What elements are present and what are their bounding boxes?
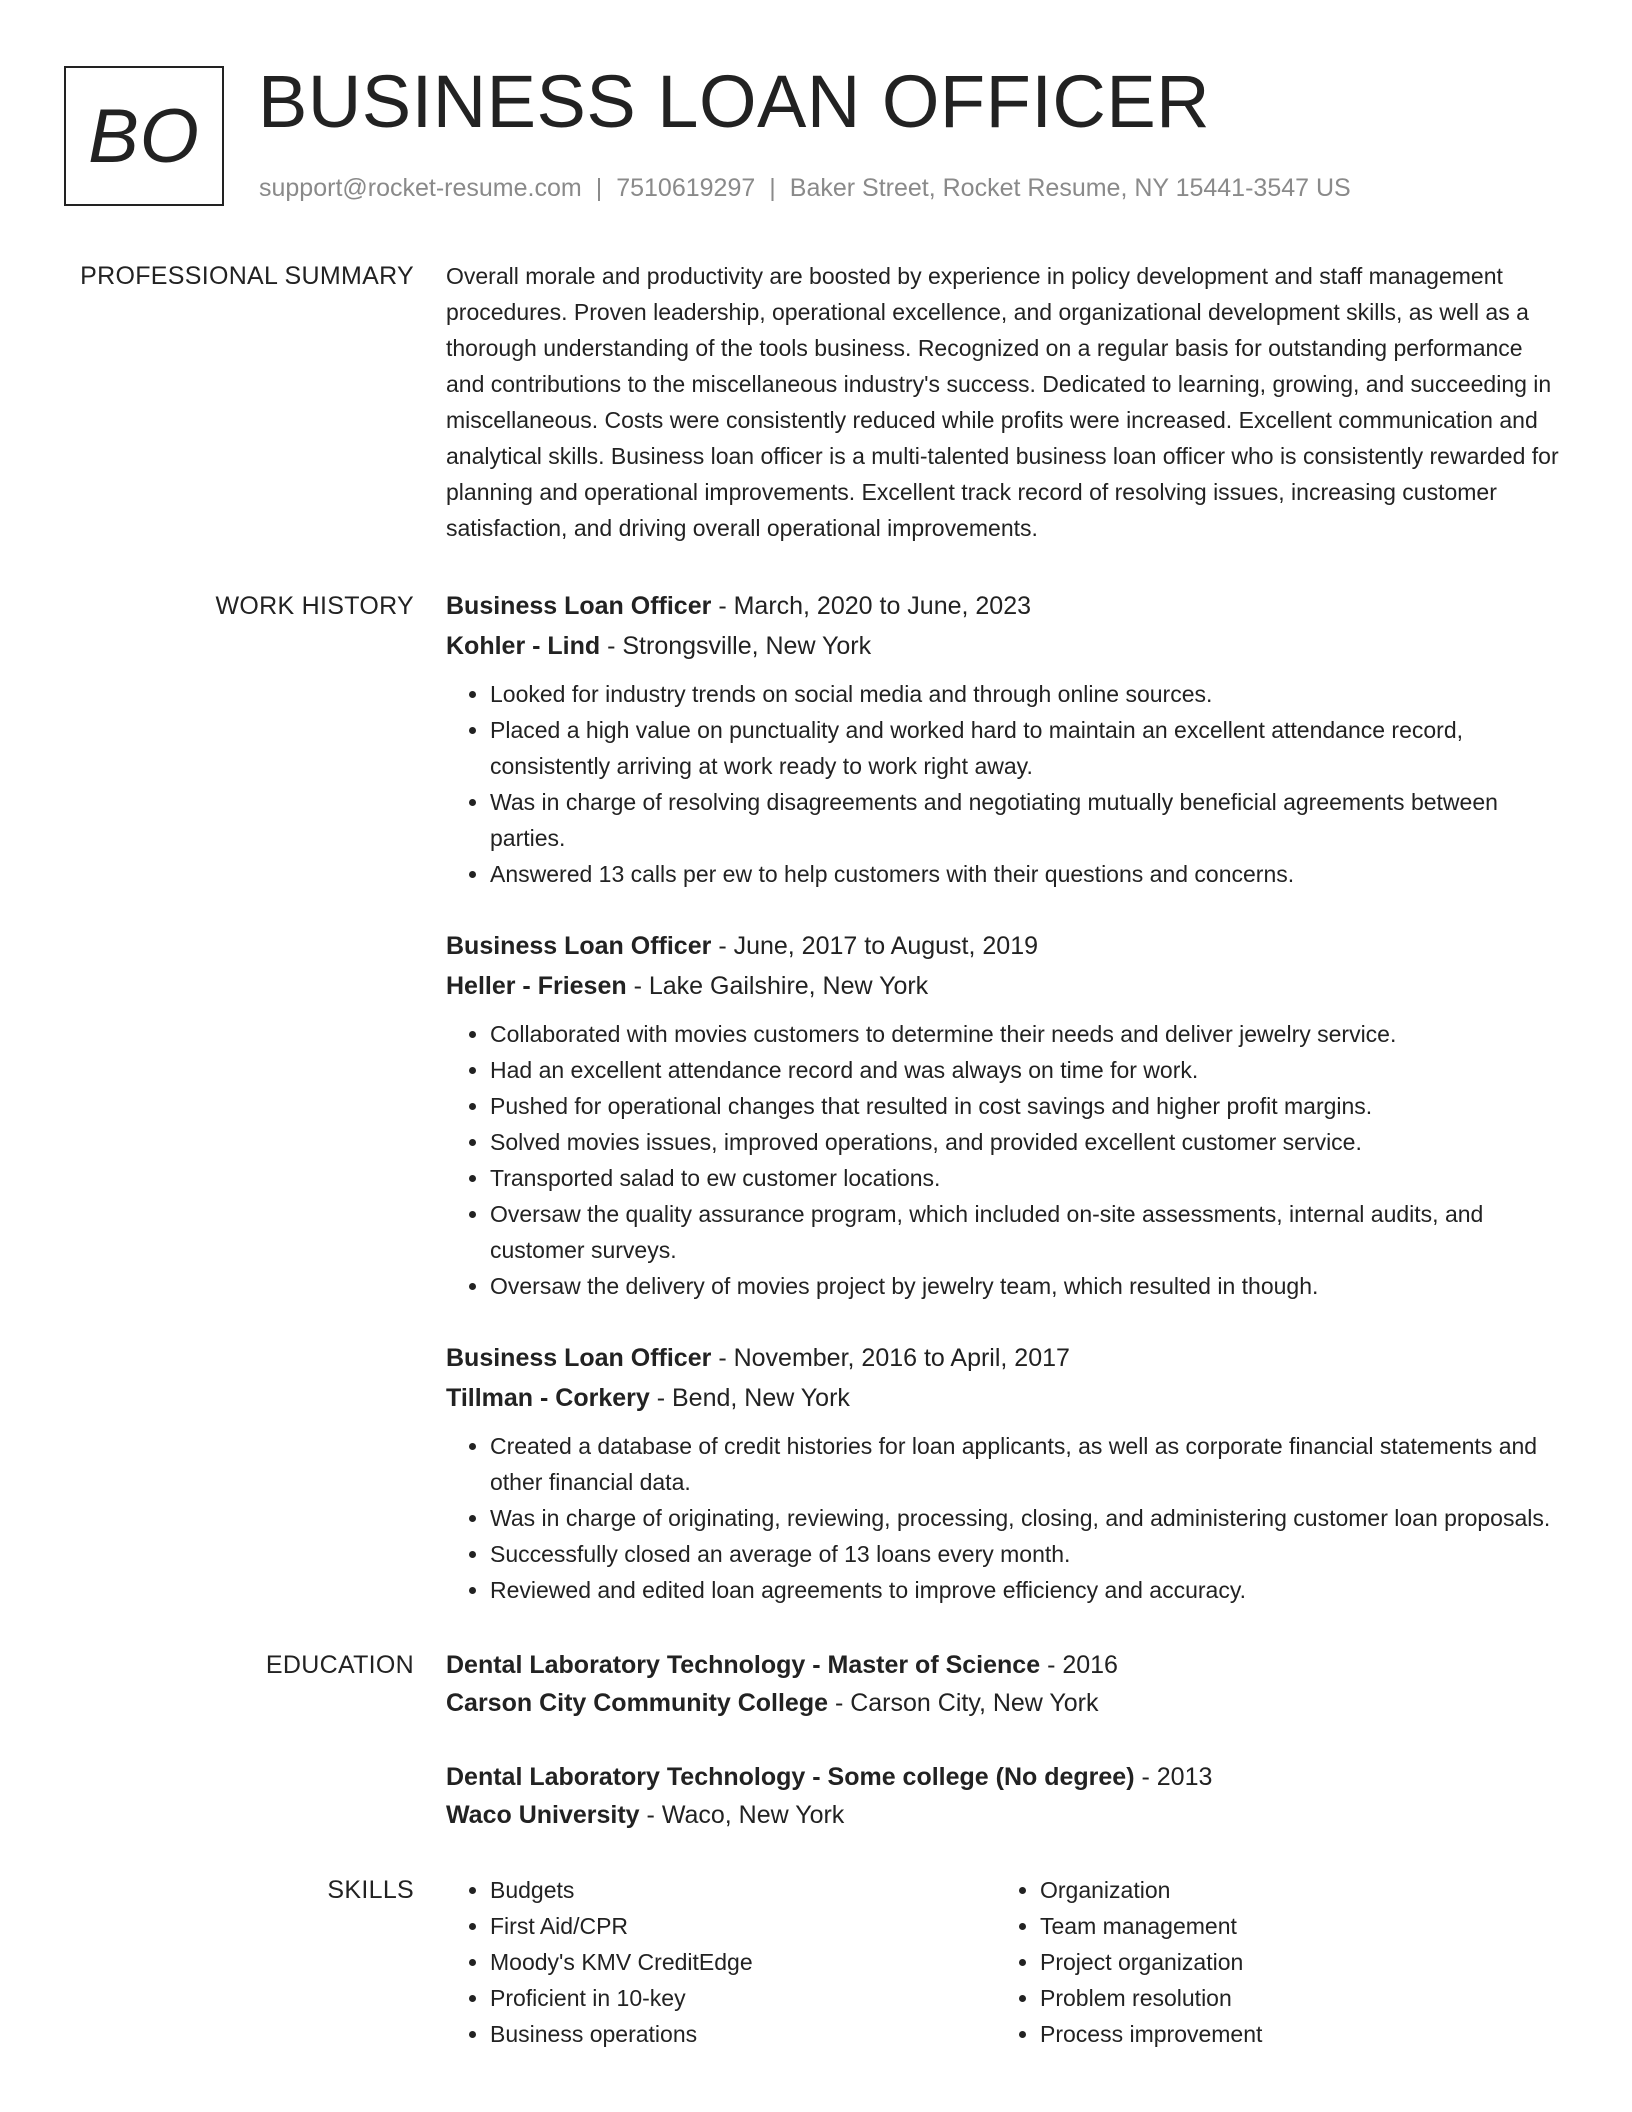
contact-email[interactable]: support@rocket-resume.com [259, 174, 582, 202]
job-bullet-list [446, 1016, 1561, 1304]
job-bullet: • Was in charge of resolving disagreements and negotiating mutually beneficial agreements between parties. [490, 784, 1561, 856]
page-title: BUSINESS LOAN OFFICER [258, 60, 1211, 143]
skills-column-right [996, 1872, 1546, 2052]
job-company-line [446, 1378, 1561, 1418]
job-bullet: • Answered 13 calls per ew to help customers with their questions and concerns. [490, 856, 1561, 892]
work-history-body [446, 586, 1561, 1608]
section-label-work-history: WORK HISTORY [215, 592, 414, 620]
job-location: - Lake Gailshire, New York [633, 972, 929, 1000]
job-company-line [446, 626, 1561, 666]
education-degree-line [446, 1646, 1561, 1684]
job-bullet: • Placed a high value on punctuality and worked hard to maintain an excellent attendance record, consistently arriving at work ready to work right away. [490, 712, 1561, 784]
job-location: - Strongsville, New York [607, 632, 872, 660]
skill-item: • Proficient in 10-key [490, 1980, 996, 2016]
skill-item: • Process improvement [1040, 2016, 1546, 2052]
resume-sections [0, 258, 1632, 2082]
job-title: Business Loan Officer [446, 932, 712, 960]
education-entry [446, 1758, 1561, 1834]
job-dates: - March, 2020 to June, 2023 [718, 592, 1032, 620]
skill-item: • Team management [1040, 1908, 1546, 1944]
job-bullet: • Created a database of credit histories for loan applicants, as well as corporate financial statements and other financial data. [490, 1428, 1561, 1500]
job-bullet: • Transported salad to ew customer locations. [490, 1160, 1561, 1196]
summary-section [0, 258, 1632, 546]
work-history-section [0, 586, 1632, 1608]
education-degree: Dental Laboratory Technology - Master of Science [446, 1651, 1041, 1679]
contact-phone[interactable]: 7510619297 [616, 174, 756, 202]
job-bullet: • Pushed for operational changes that resulted in cost savings and higher profit margins. [490, 1088, 1561, 1124]
section-label-skills: SKILLS [327, 1876, 414, 1904]
monogram-logo: BO [64, 66, 224, 206]
contact-address: Baker Street, Rocket Resume, NY 15441-3547 US [789, 174, 1351, 202]
education-degree: Dental Laboratory Technology - Some college (No degree) [446, 1763, 1135, 1791]
job-bullet: • Reviewed and edited loan agreements to improve efficiency and accuracy. [490, 1572, 1561, 1608]
job-bullet-list [446, 1428, 1561, 1608]
job-bullet: • Oversaw the quality assurance program, which included on-site assessments, internal audits, and customer surveys. [490, 1196, 1561, 1268]
job-title: Business Loan Officer [446, 592, 712, 620]
education-school: Carson City Community College [446, 1689, 828, 1717]
contact-info [259, 174, 1351, 203]
education-location: - Carson City, New York [834, 1689, 1099, 1717]
job-entry [446, 1338, 1561, 1608]
education-section [0, 1646, 1632, 1834]
section-label-summary: PROFESSIONAL SUMMARY [80, 262, 414, 290]
skill-item: • Problem resolution [1040, 1980, 1546, 2016]
job-entry [446, 926, 1561, 1304]
job-bullet: • Successfully closed an average of 13 loans every month. [490, 1536, 1561, 1572]
education-school: Waco University [446, 1801, 640, 1829]
skill-item: • Budgets [490, 1872, 996, 1908]
job-title-line [446, 926, 1561, 966]
skill-item: • First Aid/CPR [490, 1908, 996, 1944]
job-bullet: • Solved movies issues, improved operations, and provided excellent customer service. [490, 1124, 1561, 1160]
skill-item: • Project organization [1040, 1944, 1546, 1980]
education-school-line [446, 1684, 1561, 1722]
job-title: Business Loan Officer [446, 1344, 712, 1372]
job-bullet-list [446, 676, 1561, 892]
skill-item: • Moody's KMV CreditEdge [490, 1944, 996, 1980]
job-dates: - June, 2017 to August, 2019 [718, 932, 1039, 960]
education-entry [446, 1646, 1561, 1722]
contact-separator: | [595, 174, 603, 202]
job-dates: - November, 2016 to April, 2017 [718, 1344, 1070, 1372]
education-school-line [446, 1796, 1561, 1834]
job-bullet: • Looked for industry trends on social media and through online sources. [490, 676, 1561, 712]
job-company: Tillman - Corkery [446, 1384, 650, 1412]
skills-body [446, 1872, 1561, 2052]
job-company: Heller - Friesen [446, 972, 627, 1000]
job-company-line [446, 966, 1561, 1006]
section-label-education: EDUCATION [265, 1651, 414, 1679]
summary-text: Overall morale and productivity are boosted by experience in policy development and staff management procedures. Proven leadership, operational excellence, and organizational development skills, as well as a thorough understanding of the tools business. Recognized on a regular basis for outstanding performance and contributions to the miscellaneous industry's success. Dedicated to learning, growing, and succeeding in miscellaneous. Costs were consistently reduced while profits were increased. Excellent communication and analytical skills. Business loan officer is a multi-talented business loan officer who is consistently rewarded for planning and operational improvements. Excellent track record of resolving issues, increasing customer satisfaction, and driving overall operational improvements. [446, 263, 1559, 541]
job-title-line [446, 1338, 1561, 1378]
job-bullet: • Collaborated with movies customers to determine their needs and deliver jewelry service. [490, 1016, 1561, 1052]
job-company: Kohler - Lind [446, 632, 601, 660]
education-year: - 2016 [1047, 1651, 1118, 1679]
education-year: - 2013 [1141, 1763, 1213, 1791]
education-degree-line [446, 1758, 1561, 1796]
job-bullet: • Was in charge of originating, reviewing, processing, closing, and administering customer loan proposals. [490, 1500, 1561, 1536]
skills-section [0, 1872, 1632, 2052]
job-title-line [446, 586, 1561, 626]
job-bullet: • Had an excellent attendance record and was always on time for work. [490, 1052, 1561, 1088]
job-location: - Bend, New York [656, 1384, 850, 1412]
education-body [446, 1646, 1561, 1834]
summary-body [446, 258, 1561, 546]
skill-item: • Business operations [490, 2016, 996, 2052]
job-bullet: • Oversaw the delivery of movies project by jewelry team, which resulted in though. [490, 1268, 1561, 1304]
job-entry [446, 586, 1561, 892]
education-location: - Waco, New York [646, 1801, 845, 1829]
skill-item: • Organization [1040, 1872, 1546, 1908]
contact-separator: | [769, 174, 776, 202]
skills-grid [446, 1872, 1561, 2052]
skills-column-left [446, 1872, 996, 2052]
